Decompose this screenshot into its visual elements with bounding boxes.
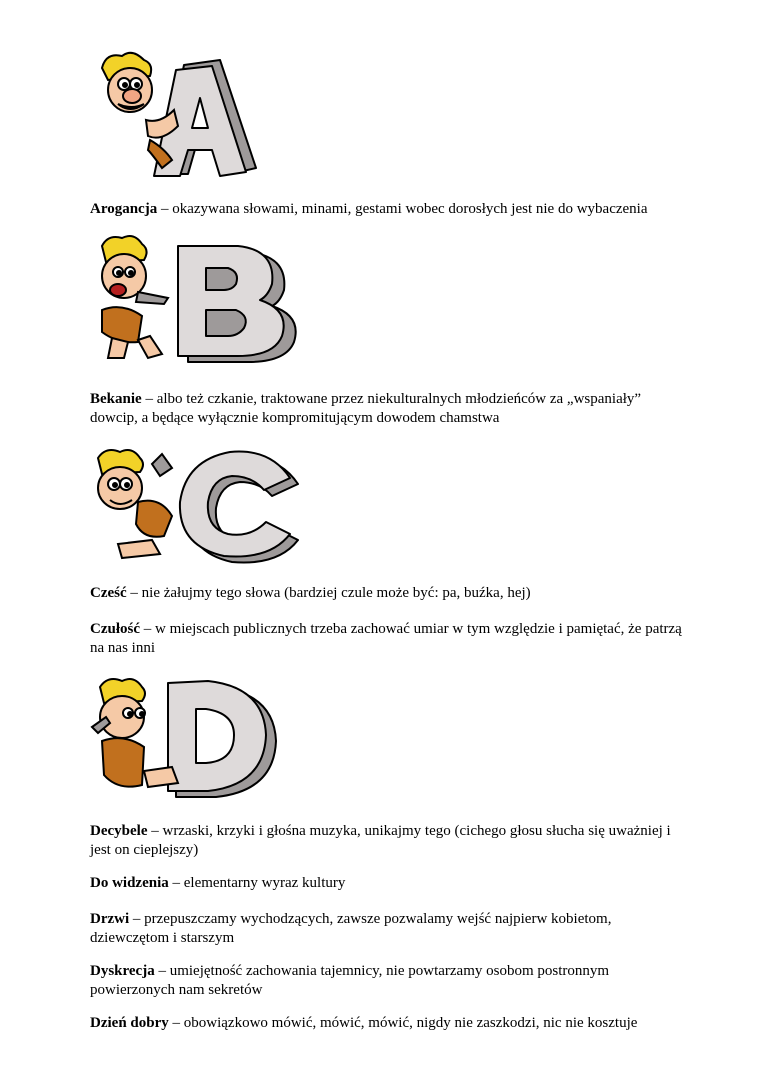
entry-definition: – przepuszczamy wychodzących, zawsze pozwalamy wejść najpierw kobietom, dziewczętom i starszym <box>90 911 612 946</box>
dictionary-entry <box>90 910 690 948</box>
caveman-letter-b-illustration <box>88 232 308 367</box>
stone-letter-b <box>178 246 296 362</box>
caveman-figure <box>98 450 172 558</box>
dictionary-entry <box>90 962 690 1000</box>
entry-definition: – wrzaski, krzyki i głośna muzyka, unikajmy tego (cichego głosu słucha się uważniej i jest on cieplejszy) <box>90 823 671 858</box>
entry-definition: – w miejscach publicznych trzeba zachować umiar w tym względzie i pamiętać, że patrzą na nas inni <box>90 621 682 656</box>
caveman-figure <box>102 236 168 358</box>
dictionary-entry <box>90 584 690 603</box>
entry-term: Dyskrecja <box>90 963 155 979</box>
caveman-figure <box>92 679 178 787</box>
entry-term: Drzwi <box>90 911 130 927</box>
entry-term: Do widzenia <box>90 875 169 891</box>
stone-letter-d <box>168 681 276 797</box>
entry-term: Czułość <box>90 621 140 637</box>
entry-definition: – albo też czkanie, traktowane przez niekulturalnych młodzieńców za „wspaniały” dowcip, a będące wyłącznie kompromitującym dowodem chamstwa <box>90 391 642 426</box>
entry-term: Arogancja <box>90 201 158 217</box>
entry-term: Dzień dobry <box>90 1015 169 1031</box>
entry-definition: – obowiązkowo mówić, mówić, mówić, nigdy nie zaszkodzi, nic nie kosztuje <box>168 1015 638 1031</box>
entry-definition: – okazywana słowami, minami, gestami wobec dorosłych jest nie do wybaczenia <box>157 201 648 217</box>
caveman-letter-a-illustration <box>88 50 278 190</box>
entry-definition: – umiejętność zachowania tajemnicy, nie powtarzamy osobom postronnym powierzonych nam sekretów <box>90 963 610 998</box>
entry-definition: – elementarny wyraz kultury <box>168 875 346 891</box>
dictionary-entry <box>90 200 690 219</box>
dictionary-entry <box>90 620 690 658</box>
entry-term: Bekanie <box>90 391 142 407</box>
dictionary-entry <box>90 822 690 860</box>
entry-definition: – nie żałujmy tego słowa (bardziej czule może być: pa, buźka, hej) <box>126 585 531 601</box>
dictionary-entry <box>90 1014 690 1033</box>
caveman-letter-c-illustration <box>88 444 318 569</box>
dictionary-entry <box>90 390 690 428</box>
entry-term: Cześć <box>90 585 127 601</box>
dictionary-entry <box>90 874 690 893</box>
stone-letter-c <box>180 452 298 563</box>
caveman-letter-d-illustration <box>88 675 288 805</box>
entry-term: Decybele <box>90 823 148 839</box>
